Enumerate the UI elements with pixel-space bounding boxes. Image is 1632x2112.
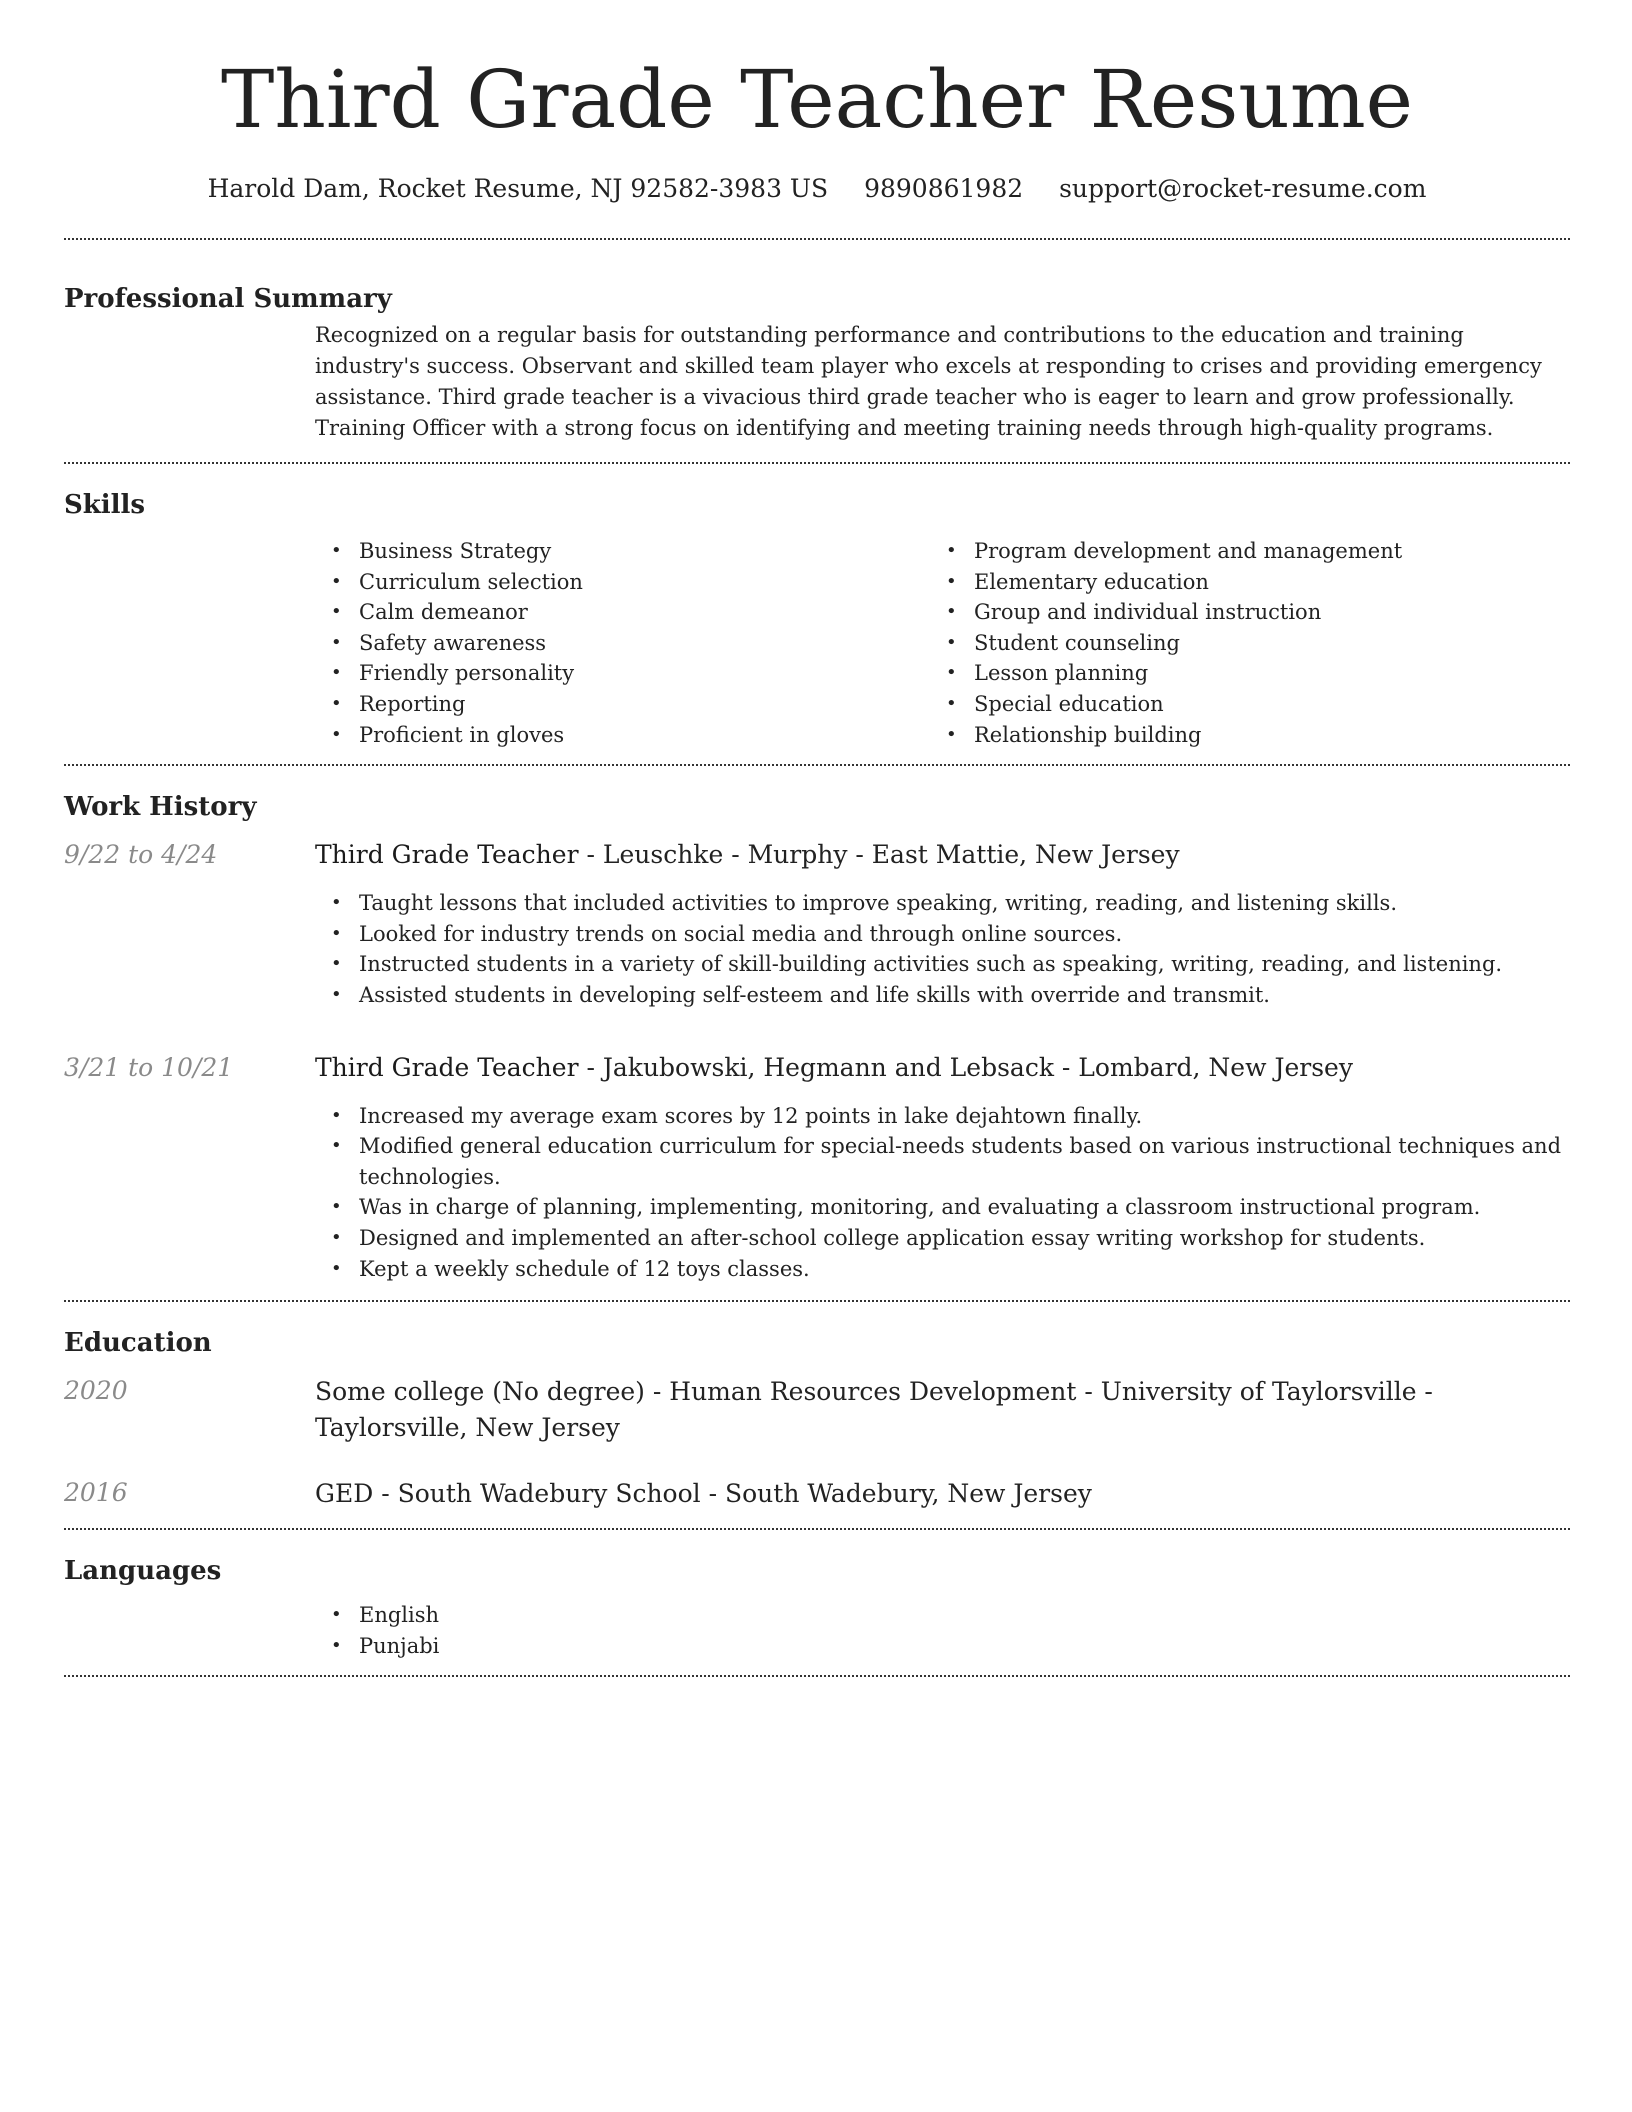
skill-item: • Safety awareness xyxy=(315,628,930,659)
skills-heading: Skills xyxy=(64,490,146,520)
job-bullet: • Looked for industry trends on social media and through online sources. xyxy=(315,919,1570,950)
education-entry xyxy=(64,1374,1570,1476)
job-bullet: • Kept a weekly schedule of 12 toys classes. xyxy=(315,1254,1570,1285)
work-history-section xyxy=(64,766,1570,1300)
skills-columns xyxy=(315,524,1570,764)
education-details: - University of Taylorsville - Taylorsville, New Jersey xyxy=(315,1377,1433,1443)
language-item: • English xyxy=(315,1600,1570,1631)
skill-item: • Proficient in gloves xyxy=(315,720,930,751)
education-heading: Education xyxy=(64,1328,212,1359)
job-heading xyxy=(315,838,1570,888)
resume-title: Third Grade Teacher Resume xyxy=(220,53,1414,146)
skill-item: • Calm demeanor xyxy=(315,597,930,628)
contact-email: support@rocket-resume.com xyxy=(1059,174,1427,203)
job-heading xyxy=(315,1051,1570,1101)
work-history-heading: Work History xyxy=(64,792,257,823)
job-title: Third Grade Teacher xyxy=(315,1052,579,1082)
education-entry xyxy=(64,1476,1570,1528)
languages-list xyxy=(315,1590,1570,1675)
job-dates: 3/21 to 10/21 xyxy=(64,1052,234,1082)
skill-item: • Program development and management xyxy=(930,536,1545,567)
summary-heading: Professional Summary xyxy=(64,284,392,314)
summary-text: Recognized on a regular basis for outstanding performance and contributions to the education and training industry's success. Observant and skilled team player who excels at responding to crises and providing emergency assistance. Third grade teacher is a vivacious third grade teacher who is eager to learn and grow professionally. Training Officer with a strong focus on identifying and meeting training needs through high-quality programs. xyxy=(315,323,1542,440)
education-description xyxy=(315,1476,1570,1512)
skill-item: • Student counseling xyxy=(930,628,1545,659)
skill-item: • Group and individual instruction xyxy=(930,597,1545,628)
education-degree: GED xyxy=(315,1479,374,1509)
resume-page xyxy=(64,0,1570,1677)
section-divider xyxy=(64,1675,1570,1677)
education-details: - South Wadebury School - South Wadebury, New Jersey xyxy=(373,1479,1092,1509)
skill-item: • Curriculum selection xyxy=(315,567,930,598)
job-details: - Jakubowski, Hegmann and Lebsack - Lombard, New Jersey xyxy=(578,1052,1353,1082)
skills-list-left xyxy=(315,536,930,750)
job-bullets xyxy=(315,1101,1570,1301)
education-section xyxy=(64,1302,1570,1528)
job-bullet: • Modified general education curriculum for special-needs students based on various instructional techniques and technologies. xyxy=(315,1131,1570,1192)
contact-line xyxy=(64,150,1570,238)
education-year: 2020 xyxy=(64,1376,128,1406)
contact-address: Harold Dam, Rocket Resume, NJ 92582-3983 US xyxy=(207,174,829,203)
education-description xyxy=(315,1374,1570,1446)
contact-phone: 9890861982 xyxy=(864,174,1024,203)
languages-heading: Languages xyxy=(64,1556,222,1587)
job-entry xyxy=(64,1039,1570,1301)
skills-list-right xyxy=(930,536,1545,750)
job-entry xyxy=(64,826,1570,1038)
skill-item: • Reporting xyxy=(315,689,930,720)
job-bullet: • Taught lessons that included activities to improve speaking, writing, reading, and listening skills. xyxy=(315,888,1570,919)
language-item: • Punjabi xyxy=(315,1631,1570,1662)
job-bullet: • Instructed students in a variety of skill-building activities such as speaking, writing, reading, and listening. xyxy=(315,949,1570,980)
skill-item: • Business Strategy xyxy=(315,536,930,567)
job-bullet: • Was in charge of planning, implementing, monitoring, and evaluating a classroom instructional program. xyxy=(315,1192,1570,1223)
skills-section xyxy=(64,464,1570,764)
job-bullet: • Increased my average exam scores by 12 points in lake dejahtown finally. xyxy=(315,1101,1570,1132)
job-bullet: • Assisted students in developing self-esteem and life skills with override and transmit. xyxy=(315,980,1570,1011)
education-degree: Some college (No degree) - Human Resources Development xyxy=(315,1377,1077,1407)
skill-item: • Friendly personality xyxy=(315,658,930,689)
languages-section xyxy=(64,1530,1570,1675)
job-details: - Leuschke - Murphy - East Mattie, New Jersey xyxy=(578,840,1180,870)
summary-section xyxy=(64,240,1570,462)
job-bullet: • Designed and implemented an after-school college application essay writing workshop for students. xyxy=(315,1223,1570,1254)
job-bullets xyxy=(315,888,1570,1038)
education-year: 2016 xyxy=(64,1478,128,1508)
skill-item: • Elementary education xyxy=(930,567,1545,598)
job-dates: 9/22 to 4/24 xyxy=(64,840,218,870)
skill-item: • Special education xyxy=(930,689,1545,720)
skill-item: • Relationship building xyxy=(930,720,1545,751)
skill-item: • Lesson planning xyxy=(930,658,1545,689)
job-title: Third Grade Teacher xyxy=(315,840,579,870)
